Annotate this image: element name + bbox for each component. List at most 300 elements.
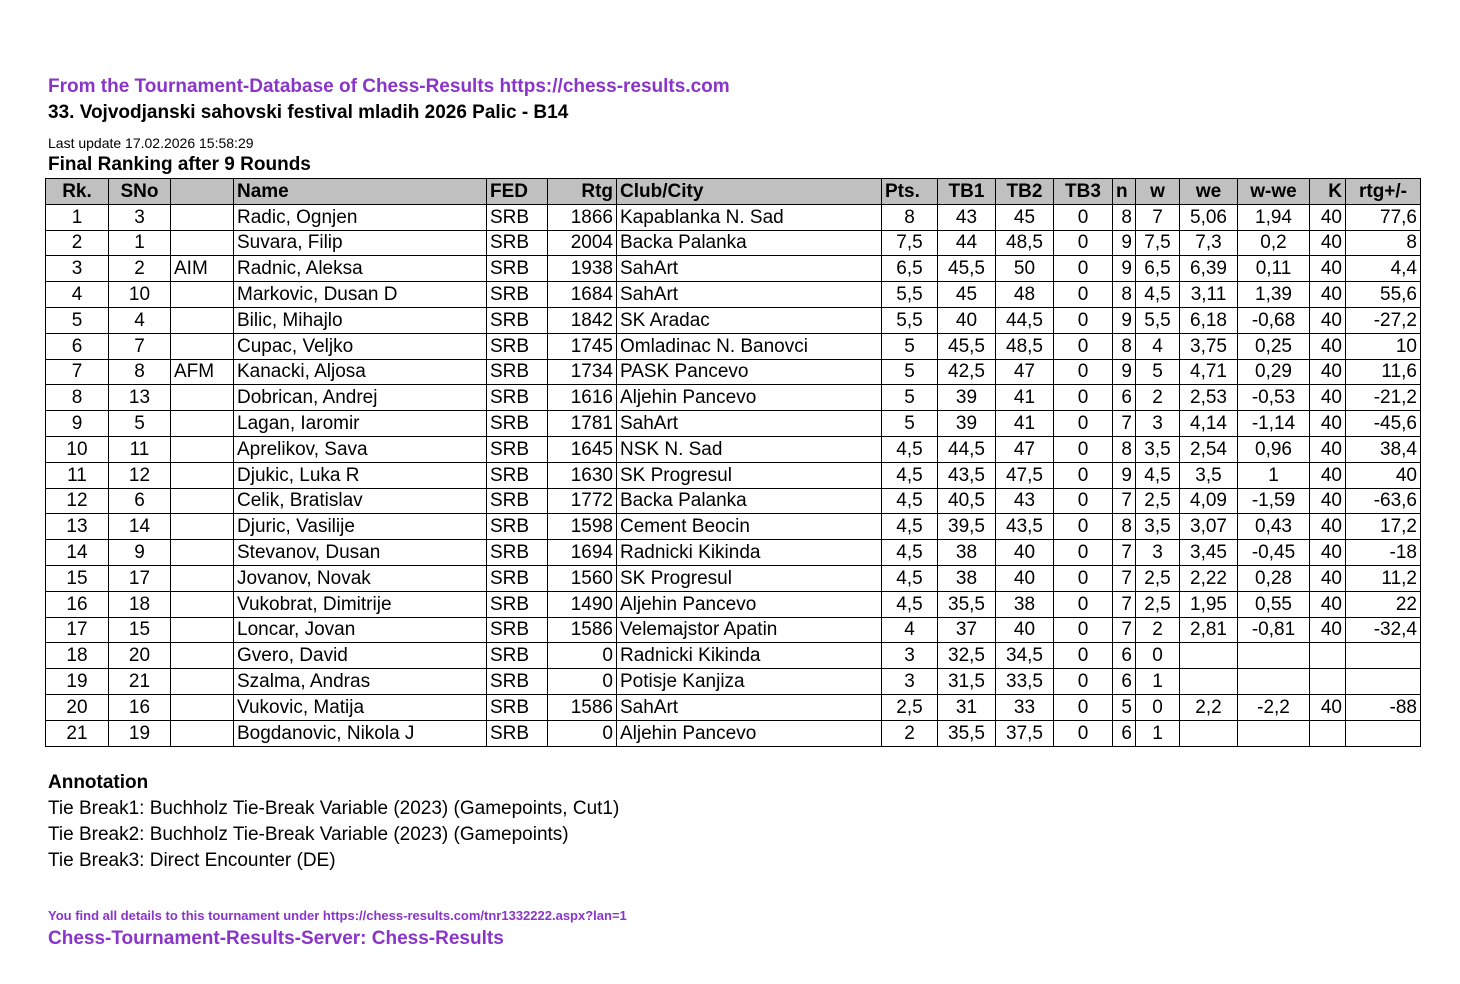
cell-diff: -1,14 [1238,411,1310,437]
cell-title [171,720,234,746]
table-row [46,256,1421,282]
cell-k-factor: 40 [1310,230,1346,256]
cell-rating: 1938 [548,256,617,282]
cell-expected [1180,720,1238,746]
column-header-rating-change: rtg+/- [1346,179,1421,205]
table-row [46,411,1421,437]
cell-club: NSK N. Sad [617,436,882,462]
cell-rating: 1694 [548,540,617,566]
cell-games: 7 [1113,591,1136,617]
cell-score: 3,5 [1136,436,1180,462]
cell-points: 5,5 [882,282,938,308]
source-link[interactable]: From the Tournament-Database of Chess-Results https://chess-results.com [48,76,730,97]
cell-start-no: 15 [109,617,171,643]
cell-name: Dobrican, Andrej [234,385,487,411]
header-row [46,179,1421,205]
cell-rank: 17 [46,617,109,643]
cell-score: 7,5 [1136,230,1180,256]
cell-points: 3 [882,669,938,695]
cell-title [171,694,234,720]
cell-expected: 3,07 [1180,514,1238,540]
cell-tb3: 0 [1054,385,1113,411]
cell-rating: 1586 [548,694,617,720]
cell-tb1: 40 [938,307,996,333]
cell-rating: 1734 [548,359,617,385]
table-row [46,514,1421,540]
table-row [46,694,1421,720]
cell-expected: 3,11 [1180,282,1238,308]
cell-rank: 16 [46,591,109,617]
cell-club: SK Aradac [617,307,882,333]
cell-rank: 5 [46,307,109,333]
cell-club: Aljehin Pancevo [617,591,882,617]
cell-tb2: 37,5 [996,720,1054,746]
cell-tb2: 40 [996,565,1054,591]
cell-diff [1238,669,1310,695]
column-header-k-factor: K [1310,179,1346,205]
table-row [46,385,1421,411]
cell-tb2: 47 [996,436,1054,462]
cell-points: 5 [882,333,938,359]
cell-rank: 12 [46,488,109,514]
cell-title [171,436,234,462]
cell-rank: 4 [46,282,109,308]
cell-federation: SRB [487,643,548,669]
cell-k-factor: 40 [1310,540,1346,566]
cell-federation: SRB [487,462,548,488]
column-header-rating: Rtg [548,179,617,205]
cell-points: 4,5 [882,462,938,488]
cell-tb2: 34,5 [996,643,1054,669]
cell-start-no: 18 [109,591,171,617]
table-row [46,540,1421,566]
cell-rating-change: -18 [1346,540,1421,566]
cell-rating-change: -45,6 [1346,411,1421,437]
cell-club: Velemajstor Apatin [617,617,882,643]
cell-diff [1238,720,1310,746]
cell-rating-change: 55,6 [1346,282,1421,308]
cell-federation: SRB [487,359,548,385]
cell-tb1: 42,5 [938,359,996,385]
cell-expected: 2,53 [1180,385,1238,411]
cell-points: 5 [882,359,938,385]
cell-tb2: 41 [996,411,1054,437]
column-header-tb2: TB2 [996,179,1054,205]
cell-rating: 0 [548,720,617,746]
cell-games: 8 [1113,282,1136,308]
cell-tb3: 0 [1054,643,1113,669]
cell-start-no: 19 [109,720,171,746]
cell-name: Kanacki, Aljosa [234,359,487,385]
cell-games: 6 [1113,720,1136,746]
cell-tb2: 43,5 [996,514,1054,540]
cell-points: 4,5 [882,565,938,591]
cell-diff: -0,45 [1238,540,1310,566]
cell-games: 6 [1113,669,1136,695]
cell-rank: 2 [46,230,109,256]
cell-rank: 1 [46,204,109,230]
cell-expected: 4,14 [1180,411,1238,437]
cell-federation: SRB [487,565,548,591]
cell-tb1: 38 [938,565,996,591]
cell-diff: 1 [1238,462,1310,488]
cell-score: 2,5 [1136,565,1180,591]
cell-tb1: 39,5 [938,514,996,540]
cell-tb2: 43 [996,488,1054,514]
cell-rating: 1842 [548,307,617,333]
cell-rating: 1586 [548,617,617,643]
cell-diff: 0,25 [1238,333,1310,359]
cell-points: 8 [882,204,938,230]
cell-rating: 1490 [548,591,617,617]
cell-diff [1238,643,1310,669]
cell-expected: 3,45 [1180,540,1238,566]
cell-tb1: 31 [938,694,996,720]
cell-start-no: 9 [109,540,171,566]
cell-start-no: 8 [109,359,171,385]
cell-rating-change: 77,6 [1346,204,1421,230]
cell-points: 7,5 [882,230,938,256]
cell-tb2: 33,5 [996,669,1054,695]
cell-tb2: 48 [996,282,1054,308]
cell-federation: SRB [487,514,548,540]
table-row [46,617,1421,643]
cell-rating: 1866 [548,204,617,230]
table-row [46,462,1421,488]
cell-tb3: 0 [1054,230,1113,256]
ranking-title: Final Ranking after 9 Rounds [48,154,311,175]
table-row [46,307,1421,333]
table-row [46,720,1421,746]
table-row [46,333,1421,359]
cell-games: 8 [1113,436,1136,462]
cell-points: 4,5 [882,514,938,540]
cell-k-factor: 40 [1310,359,1346,385]
cell-points: 4,5 [882,488,938,514]
cell-tb2: 44,5 [996,307,1054,333]
cell-score: 3 [1136,540,1180,566]
cell-title [171,488,234,514]
cell-score: 7 [1136,204,1180,230]
cell-name: Celik, Bratislav [234,488,487,514]
cell-tb1: 32,5 [938,643,996,669]
cell-tb2: 40 [996,540,1054,566]
cell-rating: 1772 [548,488,617,514]
cell-club: Aljehin Pancevo [617,720,882,746]
cell-title [171,514,234,540]
cell-tb1: 39 [938,411,996,437]
cell-federation: SRB [487,204,548,230]
cell-k-factor: 40 [1310,462,1346,488]
server-credit[interactable]: Chess-Tournament-Results-Server: Chess-Results [48,928,504,949]
cell-start-no: 17 [109,565,171,591]
cell-start-no: 5 [109,411,171,437]
cell-expected: 2,81 [1180,617,1238,643]
cell-club: SahArt [617,411,882,437]
column-header-title [171,179,234,205]
cell-points: 6,5 [882,256,938,282]
cell-tb1: 35,5 [938,720,996,746]
cell-start-no: 3 [109,204,171,230]
cell-title: AFM [171,359,234,385]
cell-club: SahArt [617,694,882,720]
cell-tb1: 35,5 [938,591,996,617]
cell-games: 7 [1113,617,1136,643]
cell-title [171,540,234,566]
cell-rating: 1630 [548,462,617,488]
column-header-points: Pts. [882,179,938,205]
cell-score: 2 [1136,385,1180,411]
cell-tb3: 0 [1054,307,1113,333]
cell-rank: 11 [46,462,109,488]
cell-rating: 1745 [548,333,617,359]
cell-rating-change: -63,6 [1346,488,1421,514]
cell-tb3: 0 [1054,720,1113,746]
cell-tb1: 38 [938,540,996,566]
table-row [46,669,1421,695]
cell-score: 1 [1136,720,1180,746]
cell-diff: -0,81 [1238,617,1310,643]
cell-tb3: 0 [1054,256,1113,282]
cell-score: 5 [1136,359,1180,385]
cell-expected: 3,75 [1180,333,1238,359]
cell-start-no: 1 [109,230,171,256]
cell-score: 3 [1136,411,1180,437]
cell-start-no: 7 [109,333,171,359]
cell-diff: 0,96 [1238,436,1310,462]
table-row [46,282,1421,308]
cell-tb2: 45 [996,204,1054,230]
cell-diff: 0,28 [1238,565,1310,591]
cell-rating: 1645 [548,436,617,462]
cell-federation: SRB [487,436,548,462]
cell-rating-change: 11,6 [1346,359,1421,385]
cell-points: 2 [882,720,938,746]
column-header-start-no: SNo [109,179,171,205]
cell-rating-change: 10 [1346,333,1421,359]
cell-k-factor: 40 [1310,204,1346,230]
cell-club: Backa Palanka [617,488,882,514]
cell-expected: 4,71 [1180,359,1238,385]
cell-games: 7 [1113,488,1136,514]
cell-title [171,643,234,669]
cell-start-no: 11 [109,436,171,462]
column-header-score: w [1136,179,1180,205]
cell-name: Djuric, Vasilije [234,514,487,540]
cell-tb1: 40,5 [938,488,996,514]
cell-diff: -2,2 [1238,694,1310,720]
cell-diff: 0,29 [1238,359,1310,385]
cell-title [171,282,234,308]
cell-name: Radnic, Aleksa [234,256,487,282]
cell-rank: 8 [46,385,109,411]
cell-title [171,385,234,411]
table-row [46,359,1421,385]
cell-federation: SRB [487,307,548,333]
cell-points: 5,5 [882,307,938,333]
cell-name: Stevanov, Dusan [234,540,487,566]
cell-tb1: 43,5 [938,462,996,488]
cell-club: Aljehin Pancevo [617,385,882,411]
cell-points: 4 [882,617,938,643]
cell-rating-change: 40 [1346,462,1421,488]
cell-name: Gvero, David [234,643,487,669]
cell-tb1: 39 [938,385,996,411]
table-row [46,230,1421,256]
cell-tb3: 0 [1054,591,1113,617]
cell-club: SK Progresul [617,462,882,488]
cell-score: 3,5 [1136,514,1180,540]
cell-title [171,230,234,256]
cell-expected: 6,18 [1180,307,1238,333]
cell-rank: 14 [46,540,109,566]
cell-score: 4,5 [1136,462,1180,488]
cell-tb3: 0 [1054,436,1113,462]
cell-k-factor: 40 [1310,307,1346,333]
cell-rating-change [1346,643,1421,669]
cell-name: Markovic, Dusan D [234,282,487,308]
cell-rating-change: -88 [1346,694,1421,720]
cell-federation: SRB [487,669,548,695]
cell-games: 9 [1113,230,1136,256]
cell-tb2: 48,5 [996,333,1054,359]
cell-k-factor: 40 [1310,591,1346,617]
cell-diff: 0,2 [1238,230,1310,256]
cell-tb1: 37 [938,617,996,643]
cell-rating: 1560 [548,565,617,591]
cell-start-no: 21 [109,669,171,695]
table-row [46,436,1421,462]
cell-tb2: 50 [996,256,1054,282]
cell-tb3: 0 [1054,333,1113,359]
cell-rating-change: 22 [1346,591,1421,617]
cell-k-factor: 40 [1310,256,1346,282]
cell-tb2: 40 [996,617,1054,643]
tie-break-1-note: Tie Break1: Buchholz Tie-Break Variable (2023) (Gamepoints, Cut1) [48,798,620,819]
cell-rank: 15 [46,565,109,591]
cell-rating-change [1346,720,1421,746]
cell-tb3: 0 [1054,282,1113,308]
cell-rating: 0 [548,669,617,695]
cell-diff: 1,94 [1238,204,1310,230]
cell-diff: 1,39 [1238,282,1310,308]
cell-federation: SRB [487,256,548,282]
cell-rating: 1616 [548,385,617,411]
cell-games: 7 [1113,565,1136,591]
cell-rank: 10 [46,436,109,462]
cell-k-factor: 40 [1310,694,1346,720]
cell-federation: SRB [487,230,548,256]
cell-score: 4,5 [1136,282,1180,308]
cell-name: Vukovic, Matija [234,694,487,720]
cell-rank: 13 [46,514,109,540]
cell-tb1: 31,5 [938,669,996,695]
cell-points: 4,5 [882,591,938,617]
table-row [46,204,1421,230]
cell-rating-change: -27,2 [1346,307,1421,333]
last-update: Last update 17.02.2026 15:58:29 [48,135,254,151]
cell-tb1: 45,5 [938,333,996,359]
cell-expected: 5,06 [1180,204,1238,230]
cell-expected: 6,39 [1180,256,1238,282]
tie-break-3-note: Tie Break3: Direct Encounter (DE) [48,850,336,871]
cell-tb2: 47,5 [996,462,1054,488]
tournament-title: 33. Vojvodjanski sahovski festival mladih 2026 Palic - B14 [48,102,569,123]
cell-rating-change: 38,4 [1346,436,1421,462]
cell-club: PASK Pancevo [617,359,882,385]
annotation-title: Annotation [48,772,149,793]
cell-k-factor: 40 [1310,333,1346,359]
cell-score: 0 [1136,694,1180,720]
column-header-tb1: TB1 [938,179,996,205]
cell-expected: 7,3 [1180,230,1238,256]
cell-diff: 0,55 [1238,591,1310,617]
cell-tb2: 33 [996,694,1054,720]
cell-k-factor: 40 [1310,282,1346,308]
cell-start-no: 16 [109,694,171,720]
cell-start-no: 6 [109,488,171,514]
cell-tb3: 0 [1054,411,1113,437]
cell-federation: SRB [487,385,548,411]
cell-k-factor: 40 [1310,565,1346,591]
tournament-details-link[interactable]: You find all details to this tournament under https://chess-results.com/tnr1332222.aspx?lan=1 [48,908,627,923]
cell-score: 2,5 [1136,488,1180,514]
cell-federation: SRB [487,694,548,720]
cell-title [171,204,234,230]
cell-diff: -0,53 [1238,385,1310,411]
cell-tb1: 43 [938,204,996,230]
cell-title [171,591,234,617]
cell-federation: SRB [487,333,548,359]
cell-start-no: 13 [109,385,171,411]
cell-points: 2,5 [882,694,938,720]
cell-points: 4,5 [882,436,938,462]
cell-expected: 2,54 [1180,436,1238,462]
cell-name: Szalma, Andras [234,669,487,695]
table-row [46,643,1421,669]
cell-rank: 21 [46,720,109,746]
cell-rank: 6 [46,333,109,359]
cell-score: 5,5 [1136,307,1180,333]
cell-club: Omladinac N. Banovci [617,333,882,359]
cell-name: Radic, Ognjen [234,204,487,230]
cell-start-no: 14 [109,514,171,540]
cell-federation: SRB [487,617,548,643]
cell-club: Cement Beocin [617,514,882,540]
table-header [46,179,1421,205]
cell-tb1: 45 [938,282,996,308]
cell-rating-change: 11,2 [1346,565,1421,591]
cell-games: 6 [1113,385,1136,411]
cell-score: 0 [1136,643,1180,669]
cell-games: 8 [1113,204,1136,230]
cell-rating-change [1346,669,1421,695]
cell-points: 5 [882,385,938,411]
cell-games: 9 [1113,359,1136,385]
column-header-tb3: TB3 [1054,179,1113,205]
cell-name: Vukobrat, Dimitrije [234,591,487,617]
cell-tb3: 0 [1054,669,1113,695]
cell-club: Radnicki Kikinda [617,540,882,566]
cell-rank: 20 [46,694,109,720]
cell-name: Djukic, Luka R [234,462,487,488]
cell-expected [1180,669,1238,695]
cell-tb2: 47 [996,359,1054,385]
cell-diff: 0,11 [1238,256,1310,282]
cell-name: Aprelikov, Sava [234,436,487,462]
column-header-federation: FED [487,179,548,205]
cell-k-factor: 40 [1310,436,1346,462]
